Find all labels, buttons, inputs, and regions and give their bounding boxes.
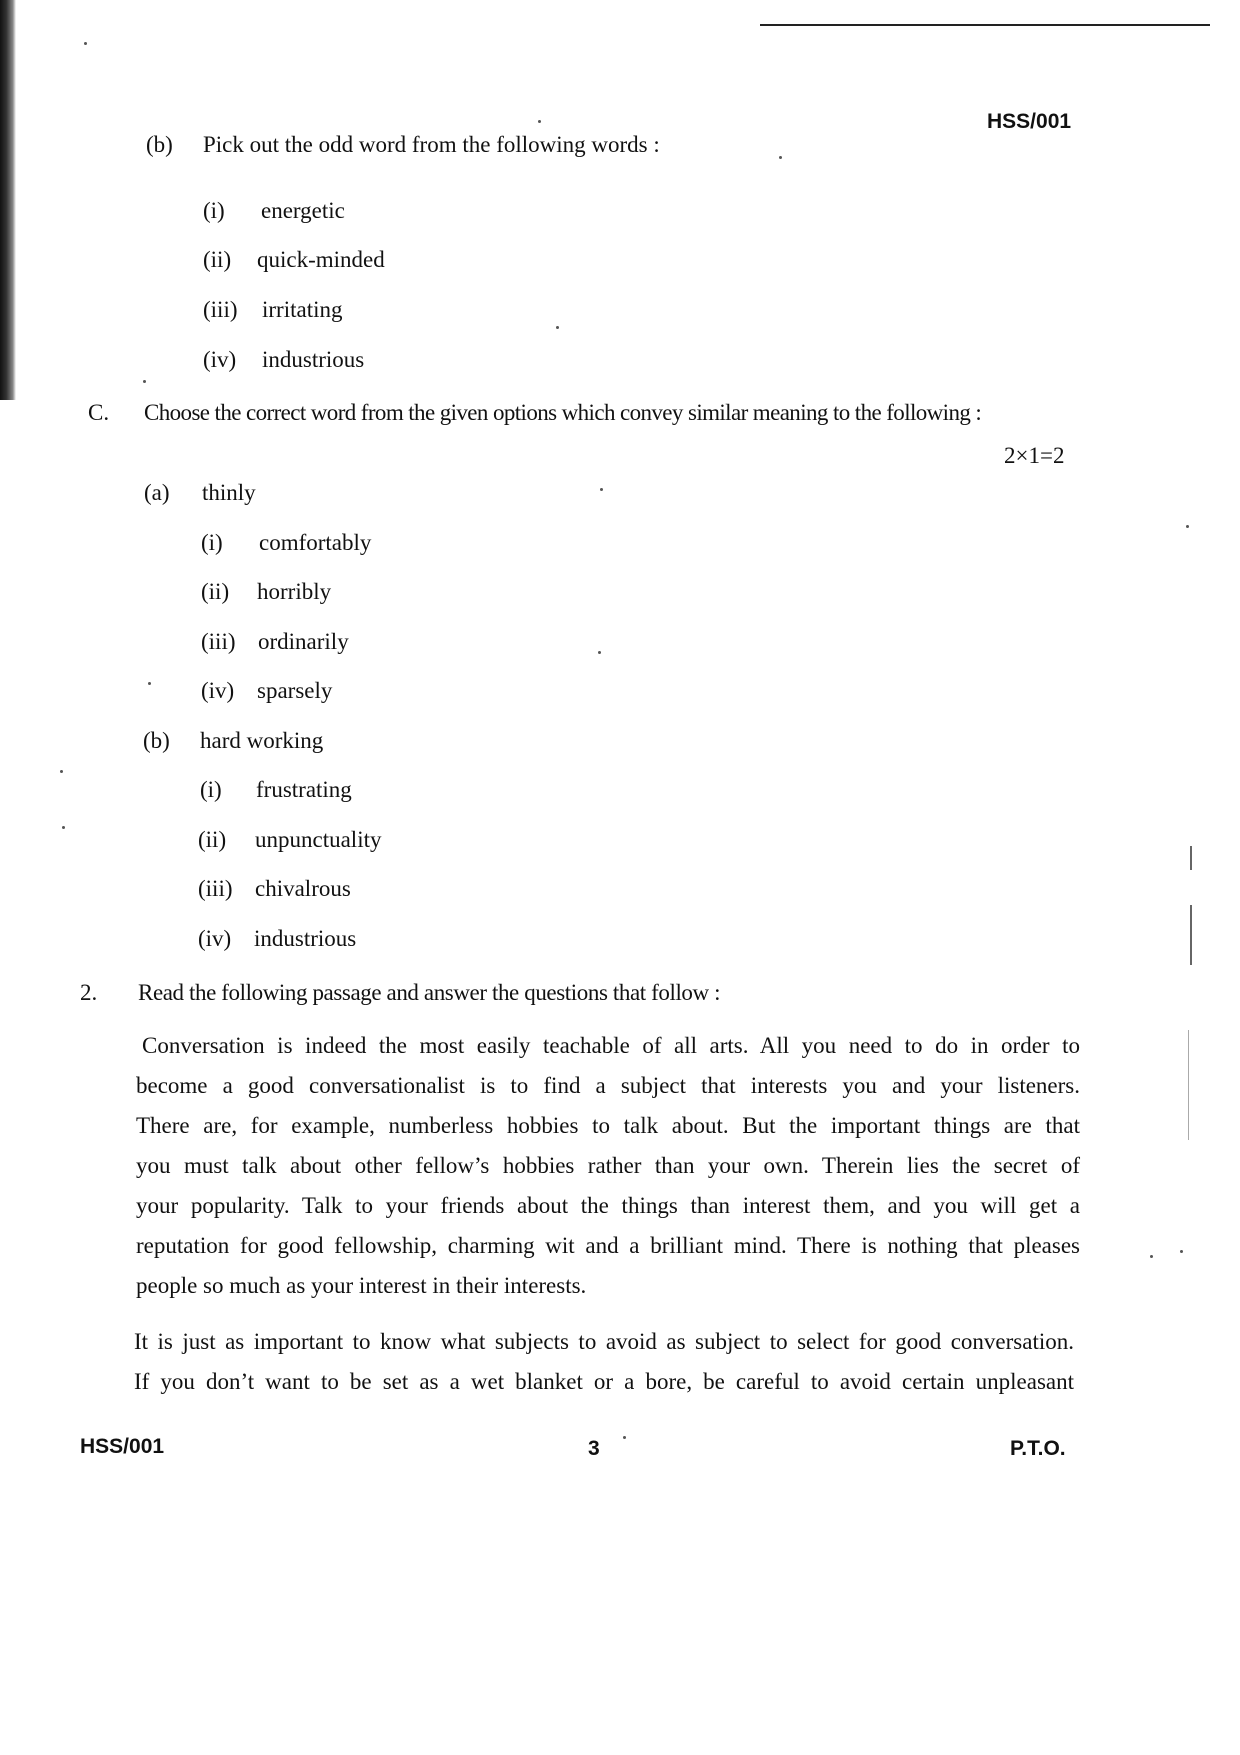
option-text: comfortably (259, 530, 372, 555)
passage-paragraph-1 (136, 1026, 1080, 1306)
option-text: quick-minded (257, 247, 385, 272)
option-number: (iii) (203, 297, 238, 322)
option-number: (iii) (198, 876, 233, 901)
passage-line: become a good conversationalist is to find a subject that interests you and your listeners. (136, 1073, 1080, 1098)
option-text: horribly (257, 579, 332, 604)
option-text: ordinarily (258, 629, 349, 654)
option-number: (iv) (198, 926, 232, 951)
passage-line: Conversation is indeed the most easily teachable of all arts. All you need to do in order to (142, 1033, 1080, 1058)
footer-pto: P.T.O. (1010, 1437, 1066, 1460)
option-text: unpunctuality (255, 827, 382, 852)
item-word: hard working (200, 728, 324, 753)
section-c-instruction: Choose the correct word from the given options which convey similar meaning to the following : (144, 400, 982, 425)
option-number: (iii) (201, 629, 236, 654)
option-number: (iv) (201, 678, 235, 703)
option-text: sparsely (257, 678, 333, 703)
scan-mark (1190, 846, 1192, 870)
option-text: industrious (262, 347, 365, 372)
option-number: (iv) (203, 347, 237, 372)
section-c-marks: 2×1=2 (1004, 443, 1065, 468)
item-label: (a) (144, 480, 170, 505)
option-number: (ii) (203, 247, 232, 272)
option-number: (i) (201, 530, 223, 555)
option-text: irritating (262, 297, 343, 322)
passage-line: people so much as your interest in their interests. (136, 1273, 587, 1298)
option-number: (i) (203, 198, 225, 223)
passage-line: It is just as important to know what subjects to avoid as subject to select for good conversation. (134, 1329, 1074, 1354)
header-rule (760, 24, 1210, 26)
passage-paragraph-2 (134, 1322, 1074, 1402)
header-paper-code: HSS/001 (987, 110, 1072, 133)
footer-paper-code: HSS/001 (80, 1435, 165, 1458)
option-number: (ii) (198, 827, 227, 852)
question-2-instruction: Read the following passage and answer the questions that follow : (138, 980, 721, 1005)
scan-mark (1190, 905, 1192, 965)
passage-line: reputation for good fellowship, charming wit and a brilliant mind. There is nothing that pleases (136, 1233, 1080, 1258)
option-text: industrious (254, 926, 357, 951)
passage-line: your popularity. Talk to your friends about the things than interest them, and you will get a (136, 1193, 1080, 1218)
item-word: thinly (202, 480, 256, 505)
section-c-label: C. (88, 400, 110, 425)
question-2-number: 2. (80, 980, 98, 1005)
odd-word-label: (b) (146, 132, 173, 157)
option-number: (i) (200, 777, 222, 802)
passage-line: There are, for example, numberless hobbies to talk about. But the important things are that (136, 1113, 1080, 1138)
option-number: (ii) (201, 579, 230, 604)
passage-line: you must talk about other fellow’s hobbies rather than your own. Therein lies the secret of (136, 1153, 1080, 1178)
option-text: energetic (261, 198, 345, 223)
option-text: frustrating (256, 777, 352, 802)
scan-edge-shadow (0, 0, 16, 400)
passage-line: If you don’t want to be set as a wet blanket or a bore, be careful to avoid certain unpleasant (134, 1369, 1074, 1394)
scan-mark (1188, 1030, 1189, 1140)
item-label: (b) (143, 728, 170, 753)
odd-word-question: Pick out the odd word from the following words : (203, 132, 660, 157)
footer-page-number: 3 (588, 1437, 600, 1460)
option-text: chivalrous (255, 876, 351, 901)
